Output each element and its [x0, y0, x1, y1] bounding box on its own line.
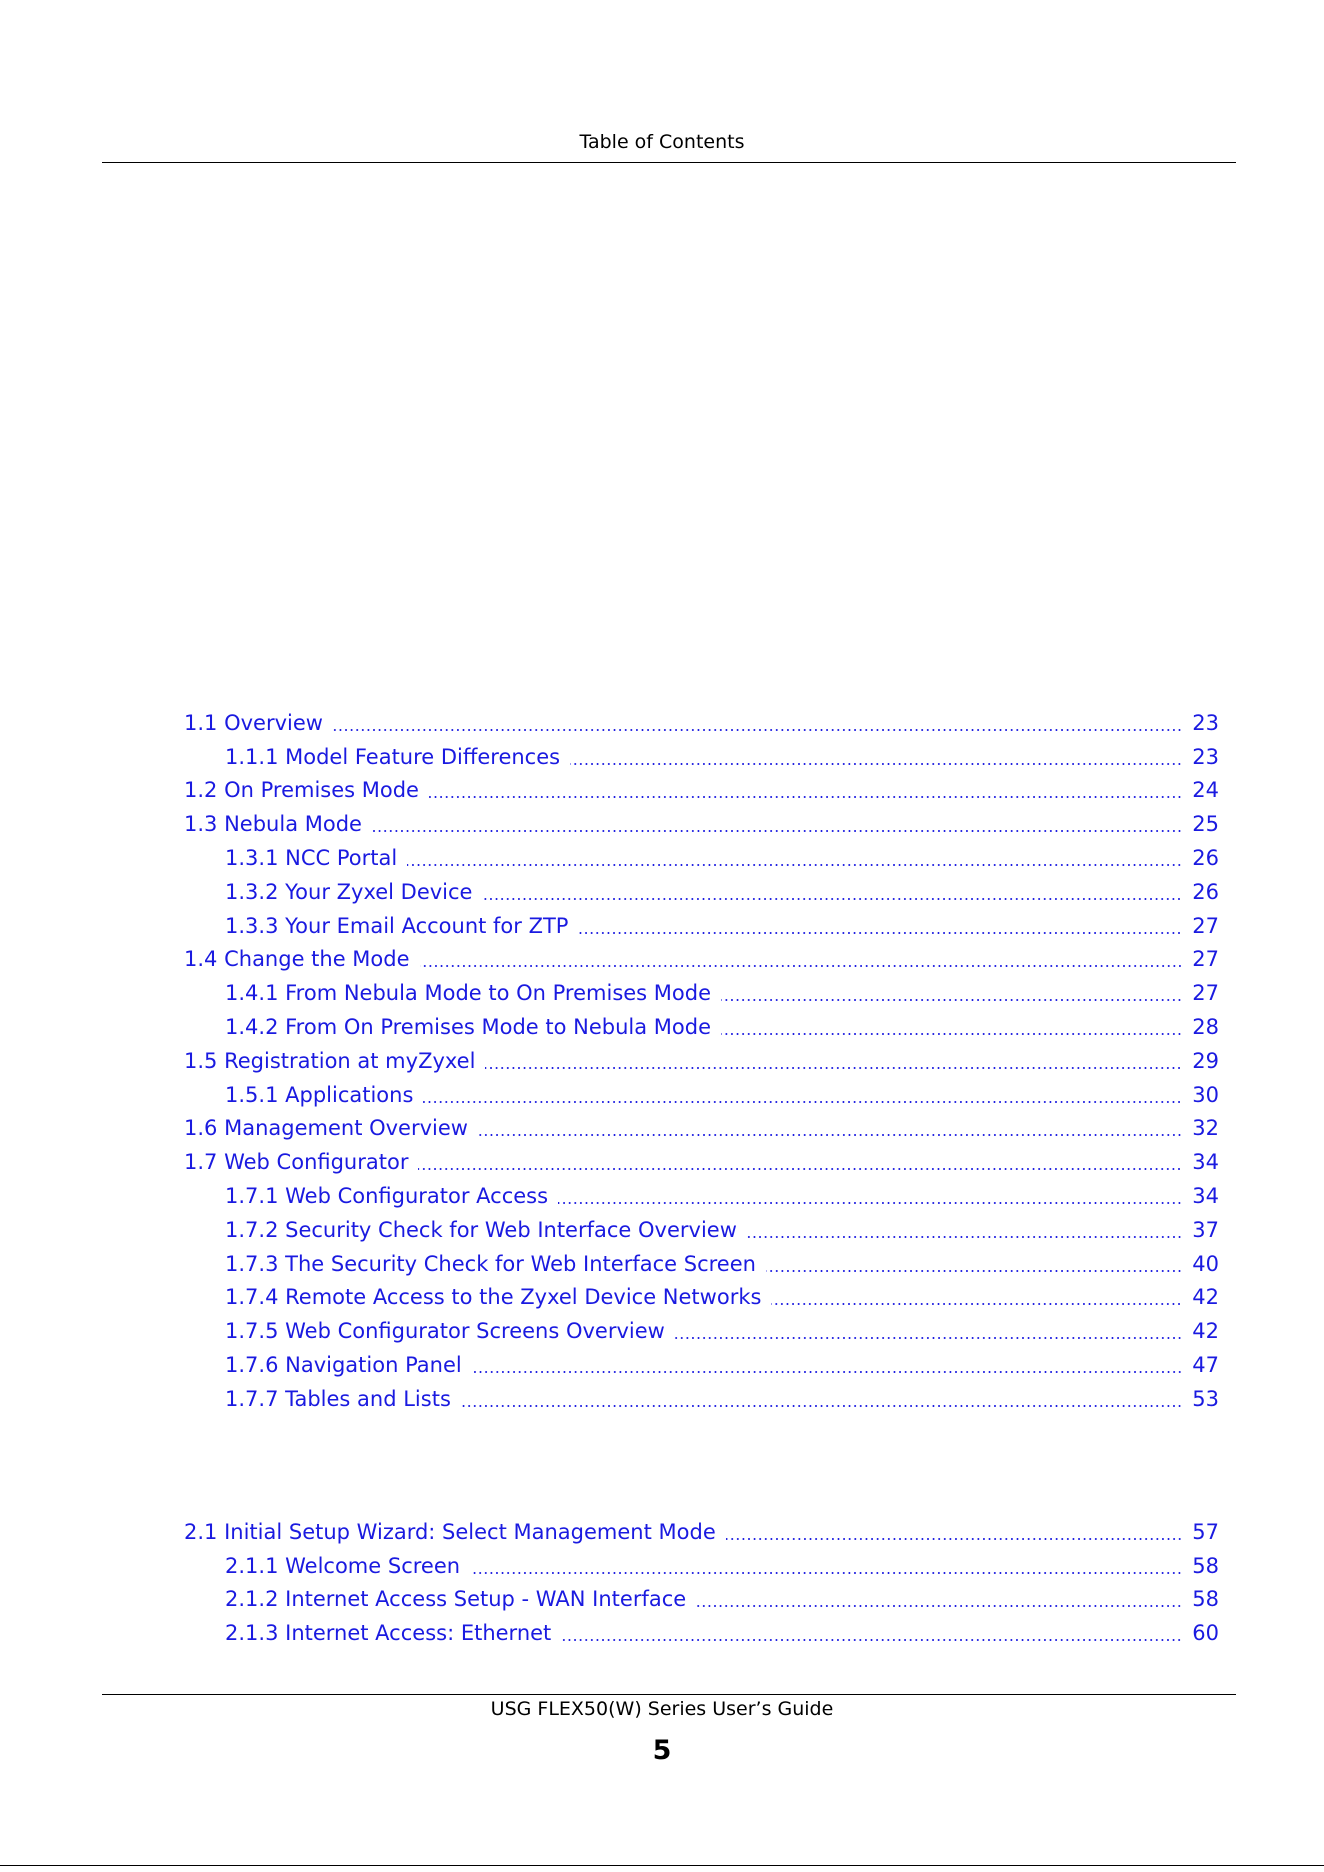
toc-entry-title [225, 1587, 686, 1611]
toc-section-chapter-2 [0, 1515, 1324, 1650]
toc-entry-text: Web Configurator Screens Overview [285, 1319, 665, 1344]
toc-dot-leader [461, 1405, 1182, 1407]
toc-dot-leader [578, 932, 1182, 934]
toc-entry-text: Your Email Account for ZTP [285, 913, 569, 938]
toc-dot-leader [721, 999, 1182, 1001]
toc-entry-page: 53 [1192, 1386, 1219, 1411]
toc-entry-text: Overview [224, 710, 323, 735]
toc-dot-leader [407, 864, 1182, 866]
toc-entry-1-7-2[interactable] [0, 1213, 1324, 1247]
toc-entry-title [184, 1520, 716, 1544]
page-header-title: Table of Contents [579, 131, 745, 153]
toc-dot-leader [675, 1337, 1182, 1339]
toc-entry-1-4-1[interactable] [0, 976, 1324, 1010]
toc-entry-page: 27 [1192, 947, 1219, 972]
toc-entry-number: 1.5.1 [225, 1082, 279, 1107]
toc-entry-page: 37 [1192, 1217, 1219, 1242]
toc-entry-text: Applications [285, 1082, 414, 1107]
toc-entry-title [225, 1285, 761, 1309]
toc-entry-page: 57 [1192, 1519, 1219, 1544]
toc-entry-title [225, 981, 711, 1005]
toc-dot-leader [721, 1033, 1182, 1035]
toc-entry-2-1-3[interactable] [0, 1616, 1324, 1650]
toc-entry-page: 28 [1192, 1015, 1219, 1040]
toc-entry-text: Change the Mode [224, 947, 410, 972]
toc-entry-number: 1.3 [184, 812, 218, 837]
toc-entry-number: 1.7.4 [225, 1285, 279, 1310]
toc-entry-title [184, 1049, 475, 1073]
toc-entry-number: 1.4.2 [225, 1015, 279, 1040]
toc-dot-leader [696, 1605, 1182, 1607]
toc-entry-number: 1.1 [184, 710, 218, 735]
toc-dot-leader [423, 1101, 1182, 1103]
toc-entry-title [225, 1184, 548, 1208]
toc-entry-1-4[interactable] [0, 943, 1324, 977]
toc-entry-number: 2.1.2 [225, 1587, 279, 1612]
toc-entry-2-1-1[interactable] [0, 1549, 1324, 1583]
toc-entry-number: 1.5 [184, 1048, 218, 1073]
toc-entry-text: Management Overview [224, 1116, 468, 1141]
toc-entry-text: The Security Check for Web Interface Screen [285, 1251, 756, 1276]
toc-entry-page: 25 [1192, 812, 1219, 837]
toc-entry-title [225, 1353, 462, 1377]
toc-entry-number: 1.7.6 [225, 1353, 279, 1378]
toc-entry-1-4-2[interactable] [0, 1010, 1324, 1044]
toc-entry-page: 26 [1192, 846, 1219, 871]
toc-entry-number: 1.2 [184, 778, 218, 803]
toc-entry-title [184, 778, 419, 802]
toc-entry-title [225, 846, 397, 870]
toc-dot-leader [372, 830, 1182, 832]
toc-entry-page: 42 [1192, 1319, 1219, 1344]
toc-entry-1-6[interactable] [0, 1112, 1324, 1146]
toc-entry-page: 30 [1192, 1082, 1219, 1107]
toc-entry-1-7[interactable] [0, 1145, 1324, 1179]
toc-entry-title [184, 711, 323, 735]
toc-entry-title [225, 1015, 711, 1039]
toc-entry-page: 32 [1192, 1116, 1219, 1141]
toc-entry-number: 1.3.2 [225, 879, 279, 904]
toc-entry-page: 58 [1192, 1553, 1219, 1578]
toc-entry-2-1[interactable] [0, 1515, 1324, 1549]
toc-dot-leader [561, 1639, 1182, 1641]
toc-dot-leader [472, 1371, 1183, 1373]
toc-entry-1-3[interactable] [0, 807, 1324, 841]
toc-entry-title [225, 1621, 551, 1645]
toc-entry-text: Tables and Lists [285, 1386, 451, 1411]
toc-entry-title [184, 947, 410, 971]
toc-entry-number: 1.7.1 [225, 1184, 279, 1209]
toc-entry-1-5[interactable] [0, 1044, 1324, 1078]
toc-dot-leader [558, 1202, 1182, 1204]
toc-entry-1-2[interactable] [0, 774, 1324, 808]
toc-dot-leader [429, 796, 1182, 798]
toc-entry-title [225, 1218, 737, 1242]
toc-entry-title [225, 1252, 756, 1276]
toc-entry-text: Web Configurator Access [285, 1184, 549, 1209]
toc-entry-title [225, 880, 472, 904]
toc-entry-title [184, 1150, 408, 1174]
toc-entry-text: NCC Portal [285, 846, 398, 871]
toc-entry-page: 34 [1192, 1150, 1219, 1175]
toc-entry-number: 2.1.1 [225, 1553, 279, 1578]
toc-entry-number: 1.3.3 [225, 913, 279, 938]
toc-entry-number: 1.7 [184, 1150, 218, 1175]
toc-section-chapter-1 [0, 706, 1324, 1416]
toc-entry-title [225, 1387, 451, 1411]
toc-entry-text: From Nebula Mode to On Premises Mode [285, 981, 712, 1006]
footer-divider [102, 1694, 1236, 1695]
toc-entry-1-3-3[interactable] [0, 909, 1324, 943]
toc-entry-1-5-1[interactable] [0, 1078, 1324, 1112]
toc-entry-page: 23 [1192, 744, 1219, 769]
toc-entry-text: On Premises Mode [224, 778, 419, 803]
toc-entry-page: 58 [1192, 1587, 1219, 1612]
toc-entry-number: 1.7.5 [225, 1319, 279, 1344]
toc-entry-title [184, 812, 362, 836]
toc-dot-leader [570, 763, 1182, 765]
toc-entry-page: 26 [1192, 879, 1219, 904]
toc-entry-1-7-5[interactable] [0, 1314, 1324, 1348]
toc-entry-text: Nebula Mode [224, 812, 362, 837]
toc-dot-leader [482, 898, 1182, 900]
toc-entry-page: 29 [1192, 1048, 1219, 1073]
toc-entry-number: 1.4 [184, 947, 218, 972]
toc-dot-leader [766, 1270, 1182, 1272]
toc-dot-leader [333, 729, 1182, 731]
toc-entry-1-3-1[interactable] [0, 841, 1324, 875]
toc-entry-text: Initial Setup Wizard: Select Management Mode [224, 1519, 716, 1544]
toc-entry-number: 1.1.1 [225, 744, 279, 769]
toc-entry-number: 1.7.2 [225, 1217, 279, 1242]
toc-entry-page: 47 [1192, 1353, 1219, 1378]
toc-entry-text: Your Zyxel Device [285, 879, 473, 904]
toc-dot-leader [418, 1168, 1182, 1170]
toc-entry-number: 1.7.3 [225, 1251, 279, 1276]
toc-entry-text: Model Feature Differences [285, 744, 561, 769]
toc-entry-text: From On Premises Mode to Nebula Mode [285, 1015, 712, 1040]
toc-entry-title [225, 1554, 460, 1578]
toc-entry-page: 42 [1192, 1285, 1219, 1310]
toc-entry-number: 1.4.1 [225, 981, 279, 1006]
toc-entry-1-7-6[interactable] [0, 1348, 1324, 1382]
scan-edge-line [0, 1865, 1324, 1866]
toc-entry-title [225, 745, 560, 769]
toc-dot-leader [420, 965, 1183, 967]
toc-dot-leader [478, 1134, 1182, 1136]
toc-entry-title [225, 914, 568, 938]
toc-entry-page: 27 [1192, 981, 1219, 1006]
toc-entry-1-7-4[interactable] [0, 1281, 1324, 1315]
toc-dot-leader [470, 1572, 1182, 1574]
toc-entry-1-7-3[interactable] [0, 1247, 1324, 1281]
toc-entry-text: Security Check for Web Interface Overview [285, 1217, 737, 1242]
toc-entry-text: Remote Access to the Zyxel Device Networks [285, 1285, 762, 1310]
toc-entry-number: 2.1 [184, 1519, 218, 1544]
footer-guide-title: USG FLEX50(W) Series User’s Guide [490, 1698, 834, 1720]
toc-entry-1-7-7[interactable] [0, 1382, 1324, 1416]
toc-entry-text: Web Configurator [224, 1150, 409, 1175]
page-number: 5 [652, 1735, 672, 1766]
toc-entry-text: Internet Access: Ethernet [285, 1621, 552, 1646]
toc-entry-1-3-2[interactable] [0, 875, 1324, 909]
toc-entry-title [225, 1319, 665, 1343]
toc-entry-number: 1.3.1 [225, 846, 279, 871]
toc-dot-leader [726, 1538, 1183, 1540]
toc-entry-1-1[interactable] [0, 706, 1324, 740]
header-divider [102, 162, 1236, 163]
toc-entry-text: Internet Access Setup - WAN Interface [285, 1587, 687, 1612]
toc-entry-title [225, 1083, 413, 1107]
toc-entry-number: 2.1.3 [225, 1621, 279, 1646]
toc-entry-page: 34 [1192, 1184, 1219, 1209]
toc-dot-leader [771, 1303, 1182, 1305]
toc-entry-page: 40 [1192, 1251, 1219, 1276]
toc-entry-number: 1.7.7 [225, 1386, 279, 1411]
toc-entry-title [184, 1116, 468, 1140]
toc-entry-page: 24 [1192, 778, 1219, 803]
toc-entry-text: Registration at myZyxel [224, 1048, 476, 1073]
toc-entry-text: Navigation Panel [285, 1353, 462, 1378]
toc-entry-page: 60 [1192, 1621, 1219, 1646]
toc-entry-page: 23 [1192, 710, 1219, 735]
toc-entry-number: 1.6 [184, 1116, 218, 1141]
toc-entry-page: 27 [1192, 913, 1219, 938]
toc-dot-leader [485, 1067, 1182, 1069]
toc-entry-text: Welcome Screen [285, 1553, 461, 1578]
toc-entry-1-7-1[interactable] [0, 1179, 1324, 1213]
toc-entry-1-1-1[interactable] [0, 740, 1324, 774]
toc-entry-2-1-2[interactable] [0, 1583, 1324, 1617]
toc-dot-leader [747, 1236, 1182, 1238]
